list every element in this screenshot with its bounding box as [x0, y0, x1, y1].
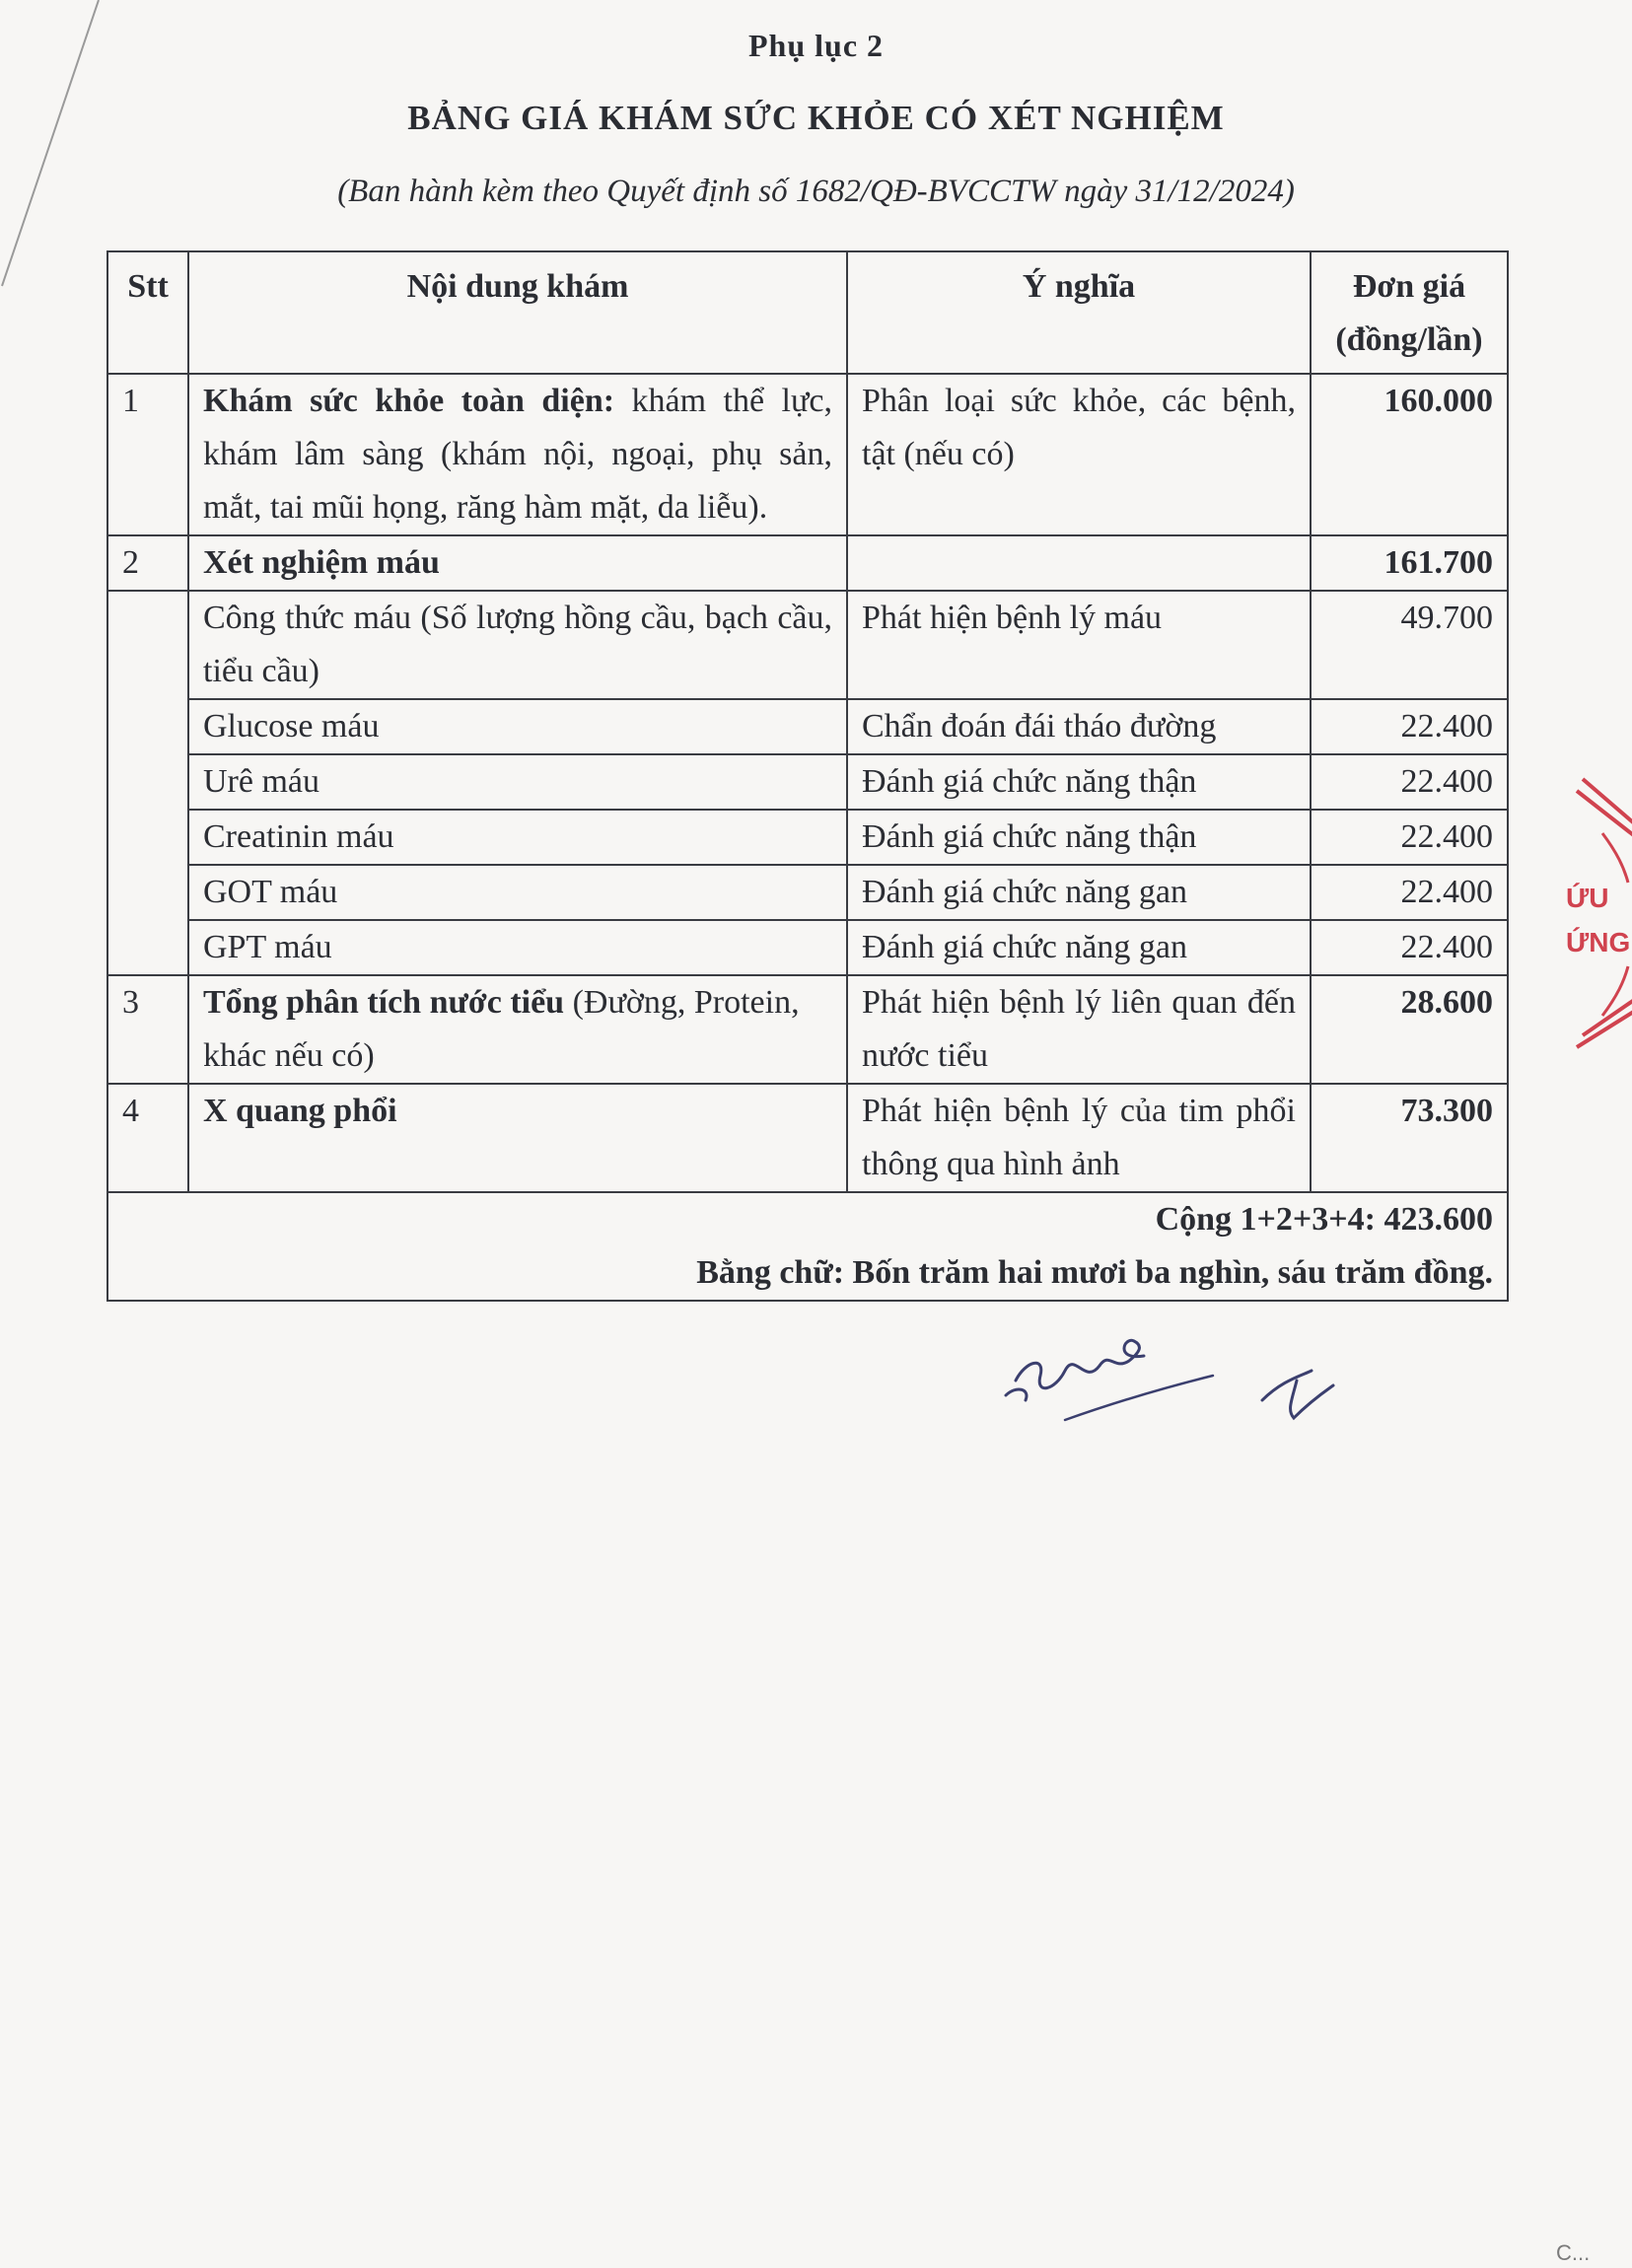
price-table — [106, 250, 1509, 1302]
row-stt: 1 — [107, 374, 188, 535]
row-meaning: Phát hiện bệnh lý liên quan đến nước tiểu — [847, 975, 1311, 1084]
row-meaning: Phân loại sức khỏe, các bệnh, tật (nếu có) — [847, 374, 1311, 535]
subrow-meaning: Chẩn đoán đái tháo đường — [847, 699, 1311, 754]
table-subrow — [107, 591, 1508, 699]
row-content-bold: Tổng phân tích nước tiểu — [203, 984, 565, 1021]
row-content-rest: (Đường, Protein, khác nếu có) — [203, 984, 800, 1074]
row-price: 73.300 — [1311, 1084, 1508, 1192]
document-subtitle: (Ban hành kèm theo Quyết định số 1682/QĐ-BVCCTW ngày 31/12/2024) — [337, 174, 1295, 209]
row-meaning — [847, 535, 1311, 591]
table-subrow — [107, 754, 1508, 810]
subrow-content: Công thức máu (Số lượng hồng cầu, bạch cầu, tiểu cầu) — [188, 591, 847, 699]
row-price: 28.600 — [1311, 975, 1508, 1084]
subrow-price: 22.400 — [1311, 699, 1508, 754]
subrow-price: 22.400 — [1311, 810, 1508, 865]
row-stt: 2 — [107, 535, 188, 591]
table-total-row — [107, 1192, 1508, 1301]
subrow-content: Urê máu — [188, 754, 847, 810]
table-row — [107, 1084, 1508, 1192]
row-content: X quang phổi — [188, 1084, 847, 1192]
table-row — [107, 975, 1508, 1084]
subrow-meaning: Đánh giá chức năng thận — [847, 754, 1311, 810]
table-subrow — [107, 920, 1508, 975]
subrow-content: Glucose máu — [188, 699, 847, 754]
row-meaning: Phát hiện bệnh lý của tim phổi thông qua hình ảnh — [847, 1084, 1311, 1192]
total-cell — [107, 1192, 1508, 1301]
table-subrow — [107, 810, 1508, 865]
subrow-price: 22.400 — [1311, 754, 1508, 810]
subrow-content: Creatinin máu — [188, 810, 847, 865]
stamp-text-2: ỨNG — [1566, 927, 1631, 957]
row-stt: 3 — [107, 975, 188, 1084]
row-content — [188, 975, 847, 1084]
subrow-meaning: Đánh giá chức năng thận — [847, 810, 1311, 865]
table-header-row — [107, 251, 1508, 374]
table-subrow — [107, 865, 1508, 920]
subrow-price: 22.400 — [1311, 920, 1508, 975]
handwritten-signatures — [986, 1302, 1381, 1440]
subrow-meaning: Đánh giá chức năng gan — [847, 920, 1311, 975]
header-stt: Stt — [107, 251, 188, 374]
row-price: 161.700 — [1311, 535, 1508, 591]
subrow-meaning: Đánh giá chức năng gan — [847, 865, 1311, 920]
table-row — [107, 535, 1508, 591]
table-row — [107, 374, 1508, 535]
subrow-meaning: Phát hiện bệnh lý máu — [847, 591, 1311, 699]
subrow-price: 22.400 — [1311, 865, 1508, 920]
subrow-content: GOT máu — [188, 865, 847, 920]
row-content-rest: khám thể lực, khám lâm sàng (khám nội, ngoại, phụ sản, mắt, tai mũi họng, răng hàm mặt, da liễu). — [203, 383, 832, 526]
row-stt: 4 — [107, 1084, 188, 1192]
total-in-words: Bằng chữ: Bốn trăm hai mươi ba nghìn, sáu trăm đồng. — [696, 1254, 1493, 1291]
header-price: Đơn giá (đồng/lần) — [1311, 251, 1508, 374]
subrow-stt-empty — [107, 591, 188, 975]
table-subrow — [107, 699, 1508, 754]
row-price: 160.000 — [1311, 374, 1508, 535]
subrow-content: GPT máu — [188, 920, 847, 975]
total-sum: Cộng 1+2+3+4: 423.600 — [1155, 1201, 1493, 1238]
annex-label: Phụ lục 2 — [747, 28, 885, 63]
row-content — [188, 374, 847, 535]
stamp-text-1: ỨU — [1566, 883, 1609, 913]
header-meaning: Ý nghĩa — [847, 251, 1311, 374]
subrow-price: 49.700 — [1311, 591, 1508, 699]
row-content-bold: Khám sức khỏe toàn diện: — [203, 383, 615, 419]
header-content: Nội dung khám — [188, 251, 847, 374]
document-title: BẢNG GIÁ KHÁM SỨC KHỎE CÓ XÉT NGHIỆM — [407, 99, 1225, 137]
row-content: Xét nghiệm máu — [188, 535, 847, 591]
corner-mark: C... — [1556, 2240, 1591, 2265]
